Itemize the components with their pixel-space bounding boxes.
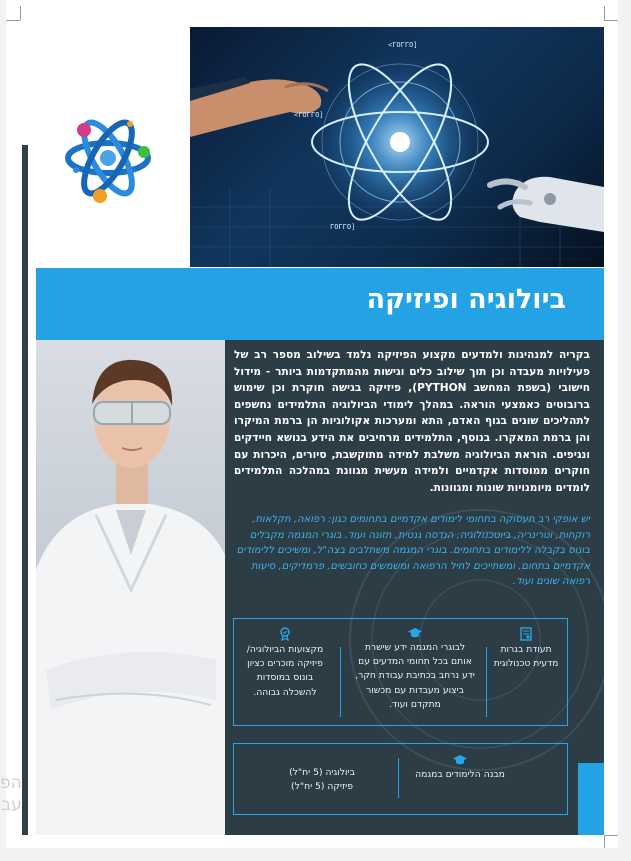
feature-certificate <box>493 627 559 671</box>
career-paragraph: יש אופקי רב תעסוקה בתחומי לימודים אקדמיים בתחומים כגון: רפואה, תקלאות, רוקחות, וטרינריה, ביוטכנולוגיה, הנדסה גנטית, תזונה ועוד. בוגרי המגמה מקבלים בונוס בקבלה ללימודים בתחומים. בוגרי המגמה משתלבים בצה"ל, ומשיכים ללימודים אקדמיים בתחום, ומשתייכים לחיל הרפואה ומשמשים כחובשים, פרמדיקים, סיעות רפואה שונים ועוד. <box>236 514 590 588</box>
crop-mark <box>6 20 20 21</box>
crop-mark <box>604 20 618 21</box>
subject-biology: ביולוגיה (5 יח"ל) <box>289 767 355 778</box>
features-box <box>233 618 568 726</box>
crop-mark <box>20 6 21 20</box>
body-text-part: התלמידים נחשפים לתהליכים שונים בגוף האדם, התא ומערכות אקולוגיות הן ברמת המיקרו והן ברמת המאקרו. בנוסף, התלמידים מרחיבים את הידע בנושא חיידקים ונגיפים. הוראת הביולוגיה משלבת למידה מתוקשבת, סיורים, היכרות עם חוקרים ממוסדות אקדמיים ולמידה מעשית מגוונת במהלכה התלמידים לומדים מיומנויות שונות ומגוונות. <box>234 398 590 494</box>
atom-logo-icon <box>62 110 154 210</box>
divider <box>398 758 399 798</box>
student-illustration <box>36 340 225 835</box>
feature-text: לבוגרי המגמה ידע שישרת אותם בכל תחומי המדעים עם ידע נרחב בכתיבת עבודת חקר, ביצוע מעבדות עם מכשור מתקדם ועוד. <box>355 642 475 710</box>
hero-tag: <ΓΟΓΓΟ] <box>388 41 418 49</box>
student-photo <box>36 340 225 835</box>
background-ghost-text <box>0 772 22 816</box>
divider <box>486 647 487 717</box>
corner-accent-bar <box>578 763 604 835</box>
feature-bonus <box>239 627 331 700</box>
hero-image <box>190 27 604 267</box>
structure-label: מבנה הלימודים במגמה <box>415 769 505 780</box>
graduation-cap-icon <box>407 627 423 639</box>
crop-mark <box>604 835 618 836</box>
ghost-text-line: הפ <box>0 773 22 793</box>
body-highlight-biology: הביולוגיה <box>331 398 378 411</box>
content-panel <box>225 340 604 835</box>
crop-mark <box>604 6 605 20</box>
structure-label-block <box>405 754 515 782</box>
body-text-part: בקריה למנהיגות ולמדעים מקצוע <box>416 349 590 361</box>
feature-text: מקצועות הביולוגיה/ פיזיקה מוכרים כציון בונוס במוסדות להשכלה גבוהה. <box>246 644 324 698</box>
crop-mark <box>604 835 605 848</box>
feature-text: תעודת בגרות מדעית טכנולוגית <box>493 644 559 670</box>
page-title: ביולוגיה ופיזיקה <box>366 284 566 315</box>
subject-physics: פיזיקה (5 יח"ל) <box>291 781 353 793</box>
structure-subjects <box>277 766 367 794</box>
divider <box>340 647 341 717</box>
body-highlight-physics: הפיזיקה <box>377 349 417 361</box>
certificate-icon <box>519 627 533 641</box>
graduation-cap-icon <box>452 754 468 766</box>
left-accent-bar <box>22 145 28 835</box>
body-text-part: נלמד בשילוב מספר רב של פעילויות מעבדה וכן תוך שילוב כלים וגישות מהמתקדמות ביותר - מידול חישובי (בשפת המחשב PYTHON), פיזיקה בגישה חוקרת וכן שימוש ברובוטים כאמצעי הוראה. במהלך לימודי <box>234 349 591 411</box>
award-icon <box>278 627 292 641</box>
feature-knowledge <box>355 627 475 712</box>
body-paragraph <box>234 347 590 496</box>
title-band <box>36 268 604 340</box>
hero-tag: ΓΟΓΓΟ] <box>330 223 356 231</box>
science-hero-illustration <box>190 27 604 267</box>
structure-box <box>233 743 568 815</box>
ghost-text-line: עב <box>1 795 22 815</box>
hero-tag: <ΓΟΓΓΟ] <box>294 111 324 119</box>
